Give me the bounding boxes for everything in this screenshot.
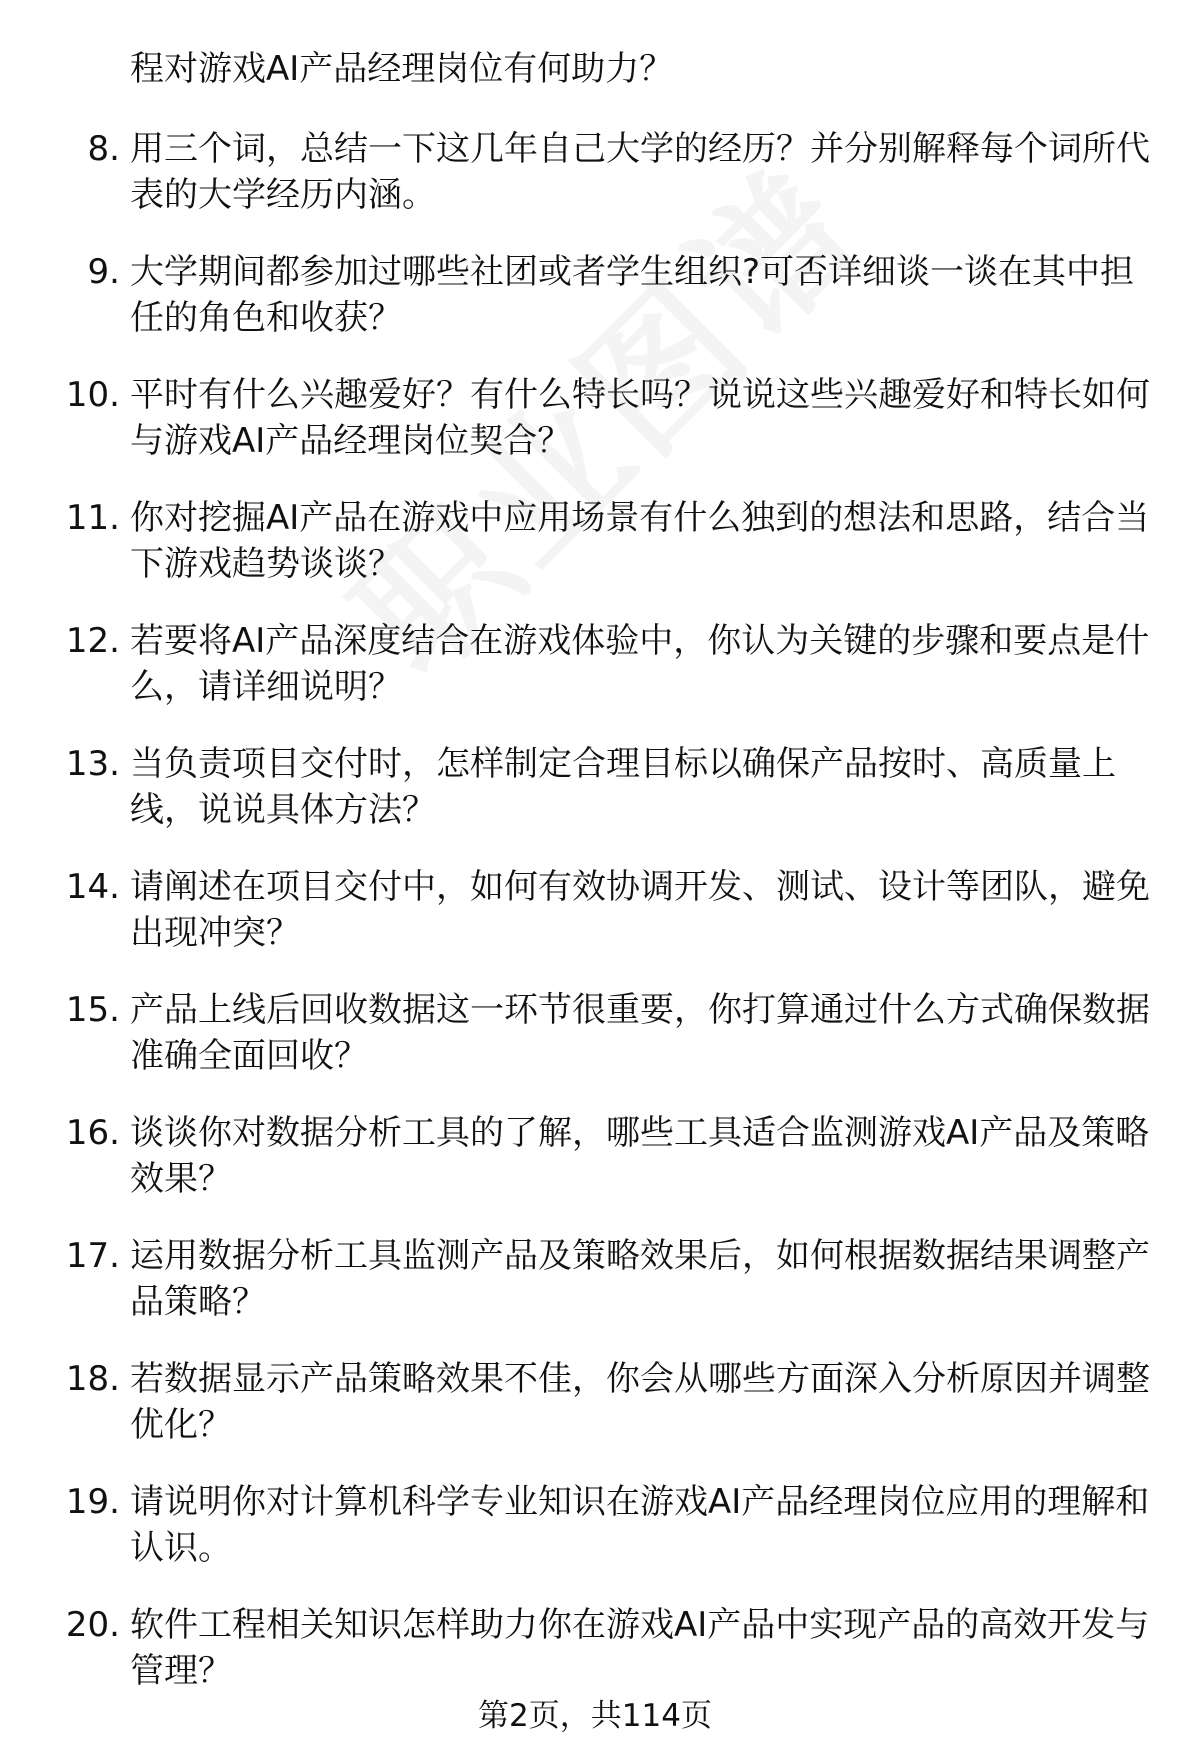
- question-number: 19.: [65, 1482, 120, 1522]
- question-text: 运用数据分析工具监测产品及策略效果后，如何根据数据结果调整产品策略？: [130, 1236, 1150, 1322]
- question-text: 大学期间都参加过哪些社团或者学生组织?可否详细谈一谈在其中担任的角色和收获？: [130, 252, 1135, 338]
- question-text: 当负责项目交付时，怎样制定合理目标以确保产品按时、高质量上线，说说具体方法？: [130, 744, 1116, 830]
- question-number: 17.: [65, 1236, 120, 1276]
- question-text: 用三个词，总结一下这几年自己大学的经历？并分别解释每个词所代表的大学经历内涵。: [130, 129, 1150, 215]
- question-text: 谈谈你对数据分析工具的了解，哪些工具适合监测游戏AI产品及策略效果？: [130, 1113, 1150, 1199]
- question-number: 10.: [65, 375, 120, 415]
- list-item: [0, 1233, 1190, 1356]
- question-number: 12.: [65, 621, 120, 661]
- list-item: [0, 987, 1190, 1110]
- question-number: 14.: [65, 867, 120, 907]
- question-text: 请阐述在项目交付中，如何有效协调开发、测试、设计等团队，避免出现冲突？: [130, 867, 1150, 953]
- list-item: [0, 126, 1190, 249]
- question-number: 11.: [65, 498, 120, 538]
- question-text: 产品上线后回收数据这一环节很重要，你打算通过什么方式确保数据准确全面回收？: [130, 990, 1150, 1076]
- question-text: 你对挖掘AI产品在游戏中应用场景有什么独到的想法和思路，结合当下游戏趋势谈谈？: [130, 498, 1150, 584]
- question-number: 18.: [65, 1359, 120, 1399]
- list-item: [0, 249, 1190, 372]
- intro-text: 程对游戏AI产品经理岗位有何助力？: [130, 49, 674, 89]
- list-item: [0, 495, 1190, 618]
- question-text: 软件工程相关知识怎样助力你在游戏AI产品中实现产品的高效开发与管理？: [130, 1605, 1150, 1691]
- list-item: [0, 618, 1190, 741]
- question-number: 15.: [65, 990, 120, 1030]
- question-text: 若要将AI产品深度结合在游戏体验中，你认为关键的步骤和要点是什么，请详细说明？: [130, 621, 1150, 707]
- list-item: [0, 1110, 1190, 1233]
- question-number: 13.: [65, 744, 120, 784]
- question-number: 8.: [87, 129, 120, 169]
- question-list: [0, 126, 1190, 1725]
- question-text: 请说明你对计算机科学专业知识在游戏AI产品经理岗位应用的理解和认识。: [130, 1482, 1150, 1568]
- list-item: [0, 864, 1190, 987]
- list-item: [0, 1356, 1190, 1479]
- question-number: 9.: [87, 252, 120, 292]
- list-item: [0, 372, 1190, 495]
- question-text: 若数据显示产品策略效果不佳，你会从哪些方面深入分析原因并调整优化？: [130, 1359, 1150, 1445]
- question-number: 20.: [65, 1605, 120, 1645]
- question-number: 16.: [65, 1113, 120, 1153]
- page-footer: 第2页，共114页: [478, 1698, 712, 1734]
- question-text: 平时有什么兴趣爱好？有什么特长吗？说说这些兴趣爱好和特长如何与游戏AI产品经理岗位契合？: [130, 375, 1150, 461]
- list-item: [0, 741, 1190, 864]
- list-item: [0, 1479, 1190, 1602]
